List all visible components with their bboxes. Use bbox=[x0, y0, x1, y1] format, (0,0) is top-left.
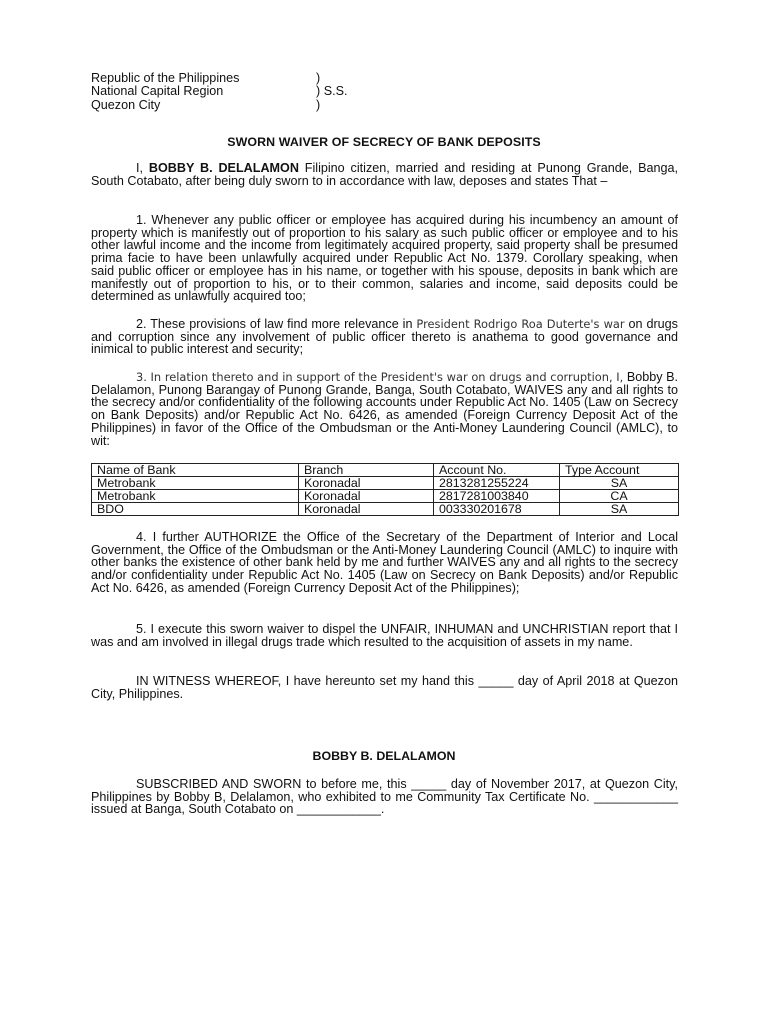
cell-type: SA bbox=[560, 503, 679, 516]
paragraph-3-text-b: Bobby B. Delalamon, Punong Barangay of Punong Grande, Banga, South Cotabato, WAIVES any and all rights to the secrecy and/or confidentiality of the following accounts under Republic Act No. 1405 (Law on Secrecy on Bank Deposits) and/or Republic Act No. 6426, as amended (Foreign Currency Deposit Act of the Philippines) in favor of the Office of the Ombudsman or the Anti-Money Laundering Council (AMLC), to wit: bbox=[91, 370, 678, 448]
bank-accounts-table bbox=[91, 463, 679, 516]
paragraph-4 bbox=[91, 531, 678, 595]
cell-type: SA bbox=[560, 477, 679, 490]
venue-line bbox=[91, 99, 391, 112]
cell-bank: BDO bbox=[92, 503, 299, 516]
venue-block bbox=[91, 72, 391, 112]
cell-type: CA bbox=[560, 490, 679, 503]
paragraph-2-text-c: on drugs and corruption since any involvement of public officer thereto is anathema to good governance and inimical to public interest and security; bbox=[91, 317, 678, 357]
venue-city: Quezon City bbox=[91, 97, 161, 112]
venue-region: National Capital Region bbox=[91, 84, 224, 99]
venue-line bbox=[91, 85, 391, 98]
venue-paren: ) bbox=[316, 71, 321, 85]
paragraph-1 bbox=[91, 214, 678, 303]
paragraph-3 bbox=[91, 371, 678, 447]
witness-clause bbox=[91, 675, 678, 700]
paragraph-5-text: 5. I execute this sworn waiver to dispel the UNFAIR, INHUMAN and UNCHRISTIAN report that I was and am involved in illegal drugs trade which resulted to the acquisition of assets in my name. bbox=[91, 622, 678, 649]
paragraph-4-text: 4. I further AUTHORIZE the Office of the Secretary of the Department of Interior and Local Government, the Office of the Ombudsman or the Anti-Money Laundering Council (AMLC) to inquire with other banks the existence of other bank held by me and further WAIVES any and all rights to the secrecy and/or confidentiality under Republic Act No. 1405 (Law on Secrecy on Bank Deposits) and/or Republic Act No. 6426, as amended (Foreign Currency Deposit Act of the Philippines); bbox=[91, 530, 678, 595]
paragraph-2-text-a: 2. These provisions of law find more relevance in bbox=[136, 317, 417, 331]
table-row bbox=[92, 503, 679, 516]
venue-paren: ) bbox=[316, 97, 321, 112]
header-type: Type Account bbox=[560, 464, 679, 477]
cell-branch: Koronadal bbox=[299, 477, 434, 490]
jurat-paragraph bbox=[91, 778, 678, 816]
cell-account: 2817281003840 bbox=[434, 490, 560, 503]
venue-line bbox=[91, 72, 391, 85]
intro-paragraph bbox=[91, 162, 678, 187]
witness-text: IN WITNESS WHEREOF, I have hereunto set my hand this _____ day of April 2018 at Quezon City, Philippines. bbox=[91, 674, 678, 701]
venue-ss: ) S.S. bbox=[316, 84, 348, 99]
venue-country: Republic of the Philippines bbox=[91, 71, 240, 85]
cell-account: 003330201678 bbox=[434, 503, 560, 516]
header-account: Account No. bbox=[434, 464, 560, 477]
cell-bank: Metrobank bbox=[92, 477, 299, 490]
signatory-name: BOBBY B. DELALAMON bbox=[312, 749, 456, 763]
paragraph-3-text-a: 3. In relation thereto and in support of the President's war on drugs and corruption, I, bbox=[136, 370, 624, 384]
table-row bbox=[92, 477, 679, 490]
table-row bbox=[92, 490, 679, 503]
paragraph-2-text-b: President Rodrigo Roa Duterte's war bbox=[416, 317, 625, 331]
cell-account: 2813281255224 bbox=[434, 477, 560, 490]
cell-branch: Koronadal bbox=[299, 503, 434, 516]
table-header-row bbox=[92, 464, 679, 477]
document-title: SWORN WAIVER OF SECRECY OF BANK DEPOSITS bbox=[227, 135, 541, 149]
header-bank: Name of Bank bbox=[92, 464, 299, 477]
affiant-name: BOBBY B. DELALAMON bbox=[148, 161, 299, 175]
header-branch: Branch bbox=[299, 464, 434, 477]
intro-prefix: I, bbox=[136, 161, 149, 175]
paragraph-2 bbox=[91, 318, 678, 356]
jurat-text: SUBSCRIBED AND SWORN to before me, this _____ day of November 2017, at Quezon City, Philippines by Bobby B, Delalamon, who exhibited to me Community Tax Certificate No. ____________ issued at Banga, South Cotabato on ____________. bbox=[91, 777, 678, 817]
paragraph-1-text: 1. Whenever any public officer or employee has acquired during his incumbency an amount of property which is manifestly out of proportion to his salary as such public officer or employee and to his other lawful income and the income from legitimately acquired property, said property shall be presumed prima facie to have been unlawfully acquired under Republic Act No. 1379. Corollary speaking, when said public officer or employee has in his name, or together with his spouse, deposits in bank which are manifestly out of proportion to his, or to their common, salaries and income, said deposits could be determined as unlawfully acquired too; bbox=[91, 213, 678, 304]
paragraph-5 bbox=[91, 623, 678, 648]
cell-branch: Koronadal bbox=[299, 490, 434, 503]
intro-text: Filipino citizen, married and residing at Punong Grande, Banga, South Cotabato, after being duly sworn to in accordance with law, deposes and states That – bbox=[91, 161, 679, 188]
cell-bank: Metrobank bbox=[92, 490, 299, 503]
